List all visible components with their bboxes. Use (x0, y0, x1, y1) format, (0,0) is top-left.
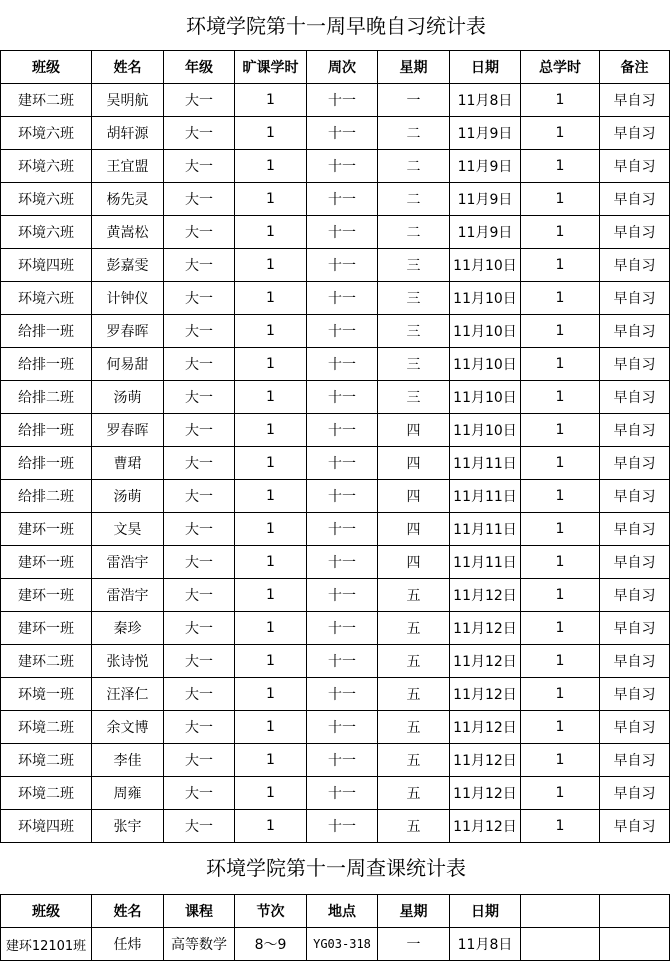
table-cell: 环境二班 (1, 744, 92, 777)
table-cell: 早自习 (600, 711, 670, 744)
table-row (1, 579, 670, 612)
table-cell: 环境六班 (1, 183, 92, 216)
table-cell: 11月12日 (450, 612, 521, 645)
table-cell: 1 (235, 480, 307, 513)
column-header: 日期 (450, 895, 521, 928)
table-cell: 1 (521, 183, 600, 216)
table-row (1, 150, 670, 183)
column-header: 日期 (450, 51, 521, 84)
table-cell: 大一 (164, 216, 235, 249)
table-cell: 十一 (307, 216, 378, 249)
table-cell: 三 (378, 282, 450, 315)
table-cell: 给排一班 (1, 414, 92, 447)
table-cell: 11月11日 (450, 480, 521, 513)
table-row (1, 216, 670, 249)
table-cell: 大一 (164, 480, 235, 513)
table-cell: 十一 (307, 645, 378, 678)
table-cell: 早自习 (600, 183, 670, 216)
table-cell: 11月9日 (450, 183, 521, 216)
table-cell: 大一 (164, 810, 235, 843)
table-cell: 环境六班 (1, 150, 92, 183)
column-header: 班级 (1, 895, 92, 928)
table-cell: 11月11日 (450, 513, 521, 546)
table-cell: 十一 (307, 678, 378, 711)
table-cell (600, 928, 670, 961)
table-cell: 建环一班 (1, 513, 92, 546)
table-cell: 1 (235, 546, 307, 579)
table-cell: 胡轩源 (92, 117, 164, 150)
table-cell: 汤萌 (92, 381, 164, 414)
table-cell: 早自习 (600, 315, 670, 348)
column-header: 班级 (1, 51, 92, 84)
table-cell: 1 (521, 249, 600, 282)
table-cell: 建环一班 (1, 546, 92, 579)
table-cell: 早自习 (600, 282, 670, 315)
table-cell: 一 (378, 84, 450, 117)
table-row (1, 480, 670, 513)
table-cell: 十一 (307, 282, 378, 315)
table-cell: 早自习 (600, 480, 670, 513)
table-cell: 曹珺 (92, 447, 164, 480)
table-cell: 11月12日 (450, 711, 521, 744)
table-cell: 早自习 (600, 513, 670, 546)
table-cell: 十一 (307, 711, 378, 744)
table-cell: 雷浩宇 (92, 579, 164, 612)
table-cell: 二 (378, 117, 450, 150)
table-cell: 二 (378, 216, 450, 249)
table-cell: 11月12日 (450, 810, 521, 843)
table-row (1, 928, 670, 961)
table-cell: 早自习 (600, 678, 670, 711)
table-cell: 1 (521, 117, 600, 150)
table-cell: 1 (521, 381, 600, 414)
table-cell: 任炜 (92, 928, 164, 961)
table-cell: 大一 (164, 381, 235, 414)
table-row (1, 513, 670, 546)
table-cell: 环境六班 (1, 117, 92, 150)
table-cell: 早自习 (600, 579, 670, 612)
table-cell: 三 (378, 249, 450, 282)
table-cell: 杨先灵 (92, 183, 164, 216)
table-row (1, 117, 670, 150)
table-cell: 秦珍 (92, 612, 164, 645)
table-cell: 给排一班 (1, 315, 92, 348)
table-cell: 周雍 (92, 777, 164, 810)
table-cell: 四 (378, 513, 450, 546)
table-cell: 大一 (164, 84, 235, 117)
header-row (1, 895, 670, 928)
table-cell: 1 (521, 711, 600, 744)
table-cell: 1 (235, 282, 307, 315)
table-row (1, 711, 670, 744)
table-cell: 1 (521, 546, 600, 579)
table-cell: 1 (235, 381, 307, 414)
table-cell: 早自习 (600, 117, 670, 150)
table-row (1, 414, 670, 447)
table-cell: 1 (521, 315, 600, 348)
table-cell: 大一 (164, 612, 235, 645)
table-cell: 黄嵩松 (92, 216, 164, 249)
table-cell: 早自习 (600, 447, 670, 480)
table-cell: 早自习 (600, 645, 670, 678)
table-cell: 十一 (307, 315, 378, 348)
column-header: 年级 (164, 51, 235, 84)
table-cell: 1 (521, 612, 600, 645)
table-cell: 大一 (164, 777, 235, 810)
table-row (1, 777, 670, 810)
table-cell: 罗春晖 (92, 414, 164, 447)
column-header: 星期 (378, 895, 450, 928)
table-row (1, 183, 670, 216)
table-cell: 11月8日 (450, 84, 521, 117)
table-cell: 四 (378, 480, 450, 513)
table-cell: 11月12日 (450, 579, 521, 612)
table-cell: 1 (235, 810, 307, 843)
table-cell: 1 (235, 315, 307, 348)
table-cell: 早自习 (600, 612, 670, 645)
table-cell: 余文博 (92, 711, 164, 744)
table-cell: 环境四班 (1, 249, 92, 282)
table-cell (521, 928, 600, 961)
table-cell: 大一 (164, 579, 235, 612)
table-cell: 1 (521, 579, 600, 612)
table-cell: 三 (378, 348, 450, 381)
table-cell: 汤萌 (92, 480, 164, 513)
table-cell: 五 (378, 678, 450, 711)
table-cell: 8～9 (235, 928, 307, 961)
table-cell: 张宇 (92, 810, 164, 843)
table-cell: 大一 (164, 645, 235, 678)
table-cell: 十一 (307, 150, 378, 183)
column-header: 姓名 (92, 895, 164, 928)
column-header (600, 895, 670, 928)
table-row (1, 678, 670, 711)
table-cell: 1 (235, 513, 307, 546)
table-cell: 1 (235, 744, 307, 777)
table-cell: 四 (378, 447, 450, 480)
table-cell: 早自习 (600, 810, 670, 843)
table-cell: 汪泽仁 (92, 678, 164, 711)
table-cell: 十一 (307, 744, 378, 777)
class-check-table (0, 894, 670, 961)
table-cell: 早自习 (600, 84, 670, 117)
table-cell: 早自习 (600, 414, 670, 447)
table-cell: 1 (521, 282, 600, 315)
table-cell: 1 (235, 348, 307, 381)
table-cell: 早自习 (600, 249, 670, 282)
column-header: 星期 (378, 51, 450, 84)
table-cell: 11月9日 (450, 117, 521, 150)
table-cell: 11月10日 (450, 414, 521, 447)
table-cell: 大一 (164, 117, 235, 150)
table-cell: 早自习 (600, 381, 670, 414)
table-cell: 1 (521, 150, 600, 183)
attendance-table-title: 环境学院第十一周早晚自习统计表 (186, 14, 486, 38)
table-cell: 1 (235, 612, 307, 645)
table-cell: 三 (378, 315, 450, 348)
table-row (1, 546, 670, 579)
table-cell: 1 (521, 678, 600, 711)
table-cell: 早自习 (600, 546, 670, 579)
table-cell: 二 (378, 183, 450, 216)
table-cell: 建环一班 (1, 612, 92, 645)
table-cell: 1 (235, 183, 307, 216)
table-cell: 计钟仪 (92, 282, 164, 315)
table-cell: 1 (235, 777, 307, 810)
table-cell: 1 (235, 414, 307, 447)
table-cell: 11月10日 (450, 381, 521, 414)
table-cell: 11月9日 (450, 150, 521, 183)
table-cell: 11月12日 (450, 645, 521, 678)
table-cell: 大一 (164, 678, 235, 711)
table-cell: 建环二班 (1, 645, 92, 678)
table-cell: 11月8日 (450, 928, 521, 961)
column-header: 总学时 (521, 51, 600, 84)
column-header: 备注 (600, 51, 670, 84)
table-cell: 1 (521, 84, 600, 117)
table-cell: 建环二班 (1, 84, 92, 117)
table-row (1, 744, 670, 777)
table-cell: 1 (521, 744, 600, 777)
table-row (1, 315, 670, 348)
table-cell: 1 (521, 513, 600, 546)
table-cell: 彭嘉雯 (92, 249, 164, 282)
table-cell: 大一 (164, 744, 235, 777)
table-cell: 十一 (307, 777, 378, 810)
table-cell: 11月9日 (450, 216, 521, 249)
table-cell: 十一 (307, 414, 378, 447)
table-cell: 11月11日 (450, 546, 521, 579)
table-cell: 1 (235, 447, 307, 480)
table-cell: 1 (235, 249, 307, 282)
table-cell: 五 (378, 711, 450, 744)
table-cell: 1 (521, 480, 600, 513)
column-header: 地点 (307, 895, 378, 928)
table-cell: 三 (378, 381, 450, 414)
table-cell: 五 (378, 612, 450, 645)
table-cell: 1 (235, 117, 307, 150)
table-cell: 张诗悦 (92, 645, 164, 678)
table-cell: 十一 (307, 579, 378, 612)
column-header: 旷课学时 (235, 51, 307, 84)
header-row (1, 51, 670, 84)
table-cell: 1 (521, 645, 600, 678)
table-cell: 1 (235, 645, 307, 678)
table-row (1, 249, 670, 282)
table-cell: 五 (378, 744, 450, 777)
table-cell: 大一 (164, 183, 235, 216)
table-cell: 大一 (164, 447, 235, 480)
table-cell: 雷浩宇 (92, 546, 164, 579)
table-cell: 11月11日 (450, 447, 521, 480)
table-cell: 1 (235, 678, 307, 711)
table-cell: 11月10日 (450, 282, 521, 315)
column-header: 姓名 (92, 51, 164, 84)
table-cell: 早自习 (600, 150, 670, 183)
table-cell: 吴明航 (92, 84, 164, 117)
table-cell: 十一 (307, 480, 378, 513)
table-cell: 1 (521, 216, 600, 249)
table-row (1, 282, 670, 315)
table-cell: 11月12日 (450, 777, 521, 810)
table-cell: 11月10日 (450, 249, 521, 282)
table-cell: 大一 (164, 711, 235, 744)
table-cell: 四 (378, 414, 450, 447)
table-cell: 十一 (307, 612, 378, 645)
table-cell: 大一 (164, 513, 235, 546)
table-cell: 五 (378, 645, 450, 678)
table-cell: 环境六班 (1, 216, 92, 249)
table-cell: 给排一班 (1, 348, 92, 381)
table-cell: 环境四班 (1, 810, 92, 843)
table-cell: 大一 (164, 282, 235, 315)
table-cell: 11月10日 (450, 348, 521, 381)
table-cell: 五 (378, 810, 450, 843)
table-cell: 11月12日 (450, 744, 521, 777)
table-cell: 早自习 (600, 744, 670, 777)
table-cell: 早自习 (600, 216, 670, 249)
table-cell: 建环一班 (1, 579, 92, 612)
table-cell: 十一 (307, 381, 378, 414)
column-header: 周次 (307, 51, 378, 84)
table-cell: 环境六班 (1, 282, 92, 315)
table-cell: 五 (378, 579, 450, 612)
table-row (1, 84, 670, 117)
table-row (1, 348, 670, 381)
table-cell: 十一 (307, 546, 378, 579)
table-cell: 大一 (164, 150, 235, 183)
table-cell: 李佳 (92, 744, 164, 777)
table-cell: 大一 (164, 546, 235, 579)
table-cell: 早自习 (600, 348, 670, 381)
table-cell: 建环12101班 (1, 928, 92, 961)
table-cell: 早自习 (600, 777, 670, 810)
table-cell: 文昊 (92, 513, 164, 546)
table-row (1, 612, 670, 645)
table-cell: 十一 (307, 513, 378, 546)
table-row (1, 381, 670, 414)
table-cell: 何易甜 (92, 348, 164, 381)
column-header (521, 895, 600, 928)
column-header: 课程 (164, 895, 235, 928)
table-row (1, 810, 670, 843)
table-cell: 1 (235, 579, 307, 612)
class-check-table-title: 环境学院第十一周查课统计表 (206, 856, 466, 880)
table-cell: 1 (235, 216, 307, 249)
table-cell: 1 (521, 447, 600, 480)
table-cell: 十一 (307, 183, 378, 216)
table-row (1, 447, 670, 480)
table-cell: 四 (378, 546, 450, 579)
table-cell: 大一 (164, 348, 235, 381)
table-cell: 十一 (307, 447, 378, 480)
table-row (1, 645, 670, 678)
table-cell: 环境二班 (1, 711, 92, 744)
table-cell: 大一 (164, 414, 235, 447)
table-cell: 1 (521, 348, 600, 381)
table-cell: 环境二班 (1, 777, 92, 810)
table-cell: 1 (521, 777, 600, 810)
table-cell: 五 (378, 777, 450, 810)
table-cell: 1 (235, 84, 307, 117)
table-cell: 十一 (307, 348, 378, 381)
table-cell: 环境一班 (1, 678, 92, 711)
table-cell: 大一 (164, 315, 235, 348)
table-cell: 11月12日 (450, 678, 521, 711)
table-cell: 11月10日 (450, 315, 521, 348)
table-cell: 十一 (307, 117, 378, 150)
table-cell: 1 (521, 414, 600, 447)
table-cell: 十一 (307, 249, 378, 282)
table-cell: 罗春晖 (92, 315, 164, 348)
table-cell: 给排一班 (1, 447, 92, 480)
table-cell: YG03-318 (307, 928, 378, 961)
table-cell: 高等数学 (164, 928, 235, 961)
table-cell: 十一 (307, 84, 378, 117)
table-cell: 1 (235, 711, 307, 744)
self-study-attendance-table (0, 50, 670, 843)
column-header: 节次 (235, 895, 307, 928)
table-cell: 一 (378, 928, 450, 961)
table-cell: 大一 (164, 249, 235, 282)
table-cell: 十一 (307, 810, 378, 843)
table-cell: 1 (235, 150, 307, 183)
table-cell: 1 (521, 810, 600, 843)
table-cell: 王宜盟 (92, 150, 164, 183)
table-cell: 给排二班 (1, 480, 92, 513)
table-cell: 二 (378, 150, 450, 183)
table-cell: 给排二班 (1, 381, 92, 414)
